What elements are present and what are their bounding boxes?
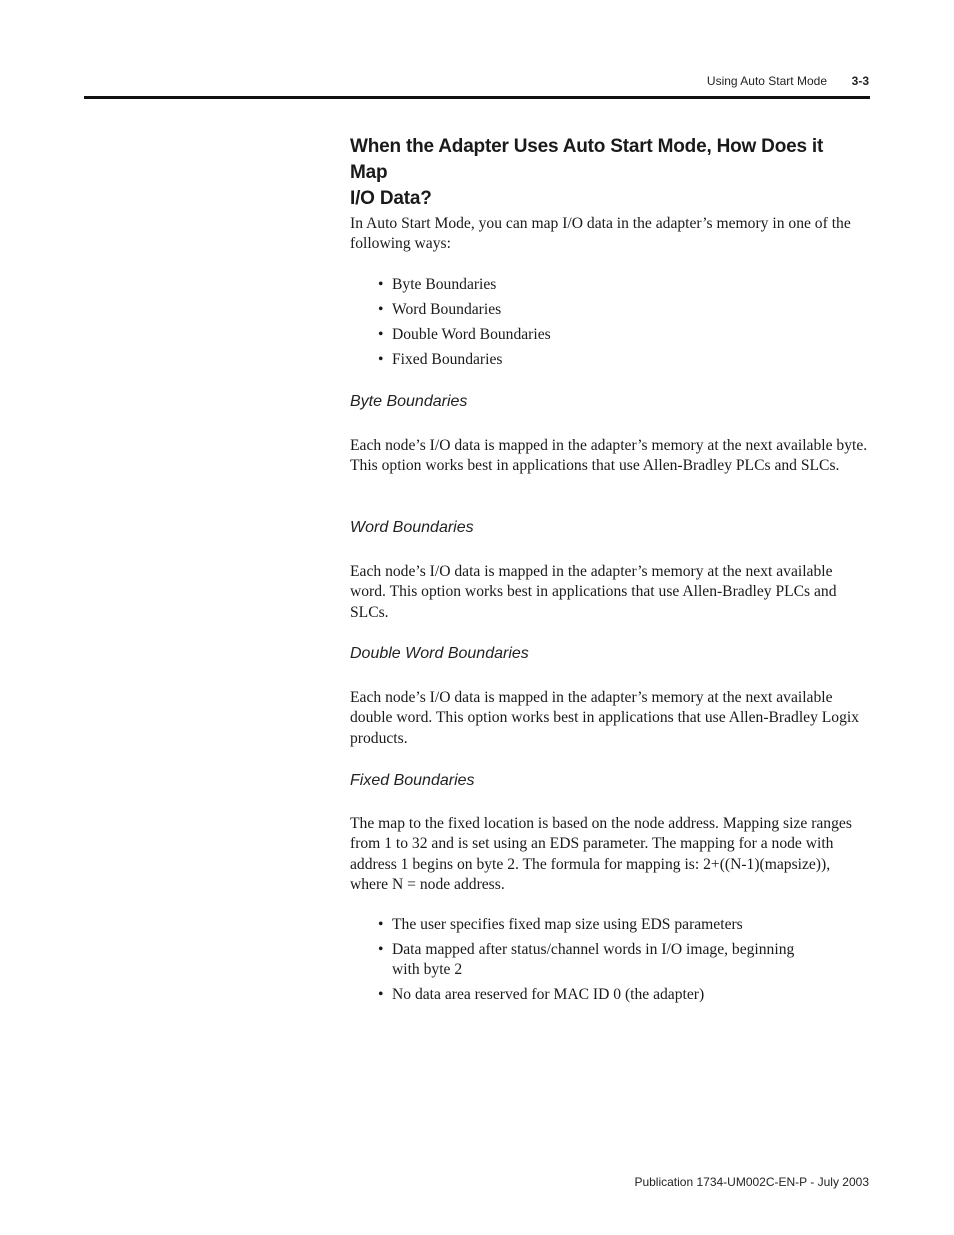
paragraph-byte-boundaries: Each node’s I/O data is mapped in the adapter’s memory at the next available byte. This option works best in applications that use Allen-Bradley PLCs and SLCs. [350,437,868,475]
paragraph-double-word-boundaries: Each node’s I/O data is mapped in the adapter’s memory at the next available double word. This option works best in applications that use Allen-Bradley Logix products. [350,689,860,747]
page-number: 3-3 [851,74,869,88]
list-item: • Word Boundaries [378,300,858,320]
list-item: • Byte Boundaries [378,275,858,295]
list-item: • No data area reserved for MAC ID 0 (the adapter) [378,985,808,1005]
list-item: • Fixed Boundaries [378,350,858,370]
paragraph-fixed-boundaries: The map to the fixed location is based on the node address. Mapping size ranges from 1 to 32 and is set using an EDS parameter. The mapping for a node with address 1 begins on byte 2. The formula for mapping is: 2+((N-1)(mapsize)), where N = node address. [350,815,852,894]
section-heading-line-2: I/O Data? [350,188,432,209]
paragraph-word-boundaries: Each node’s I/O data is mapped in the adapter’s memory at the next available word. This option works best in applications that use Allen-Bradley PLCs and SLCs. [350,563,837,621]
list-item: • The user specifies fixed map size using EDS parameters [378,915,808,935]
mapping-options-list [378,275,858,375]
header-rule [84,96,870,99]
publication-footer: Publication 1734-UM002C-EN-P - July 2003 [634,1175,869,1189]
section-heading [350,134,850,212]
subheading-fixed-boundaries: Fixed Boundaries [350,772,475,789]
intro-paragraph: In Auto Start Mode, you can map I/O data in the adapter’s memory in one of the following ways: [350,215,851,253]
subheading-byte-boundaries: Byte Boundaries [350,393,468,410]
running-header-title: Using Auto Start Mode [706,74,827,88]
subheading-word-boundaries: Word Boundaries [350,519,474,536]
list-item: • Double Word Boundaries [378,325,858,345]
section-heading-line-1: When the Adapter Uses Auto Start Mode, How Does it Map [350,136,824,183]
fixed-boundaries-notes-list [378,915,808,1010]
subheading-double-word-boundaries: Double Word Boundaries [350,645,529,662]
list-item: • Data mapped after status/channel words in I/O image, beginning with byte 2 [378,940,808,981]
